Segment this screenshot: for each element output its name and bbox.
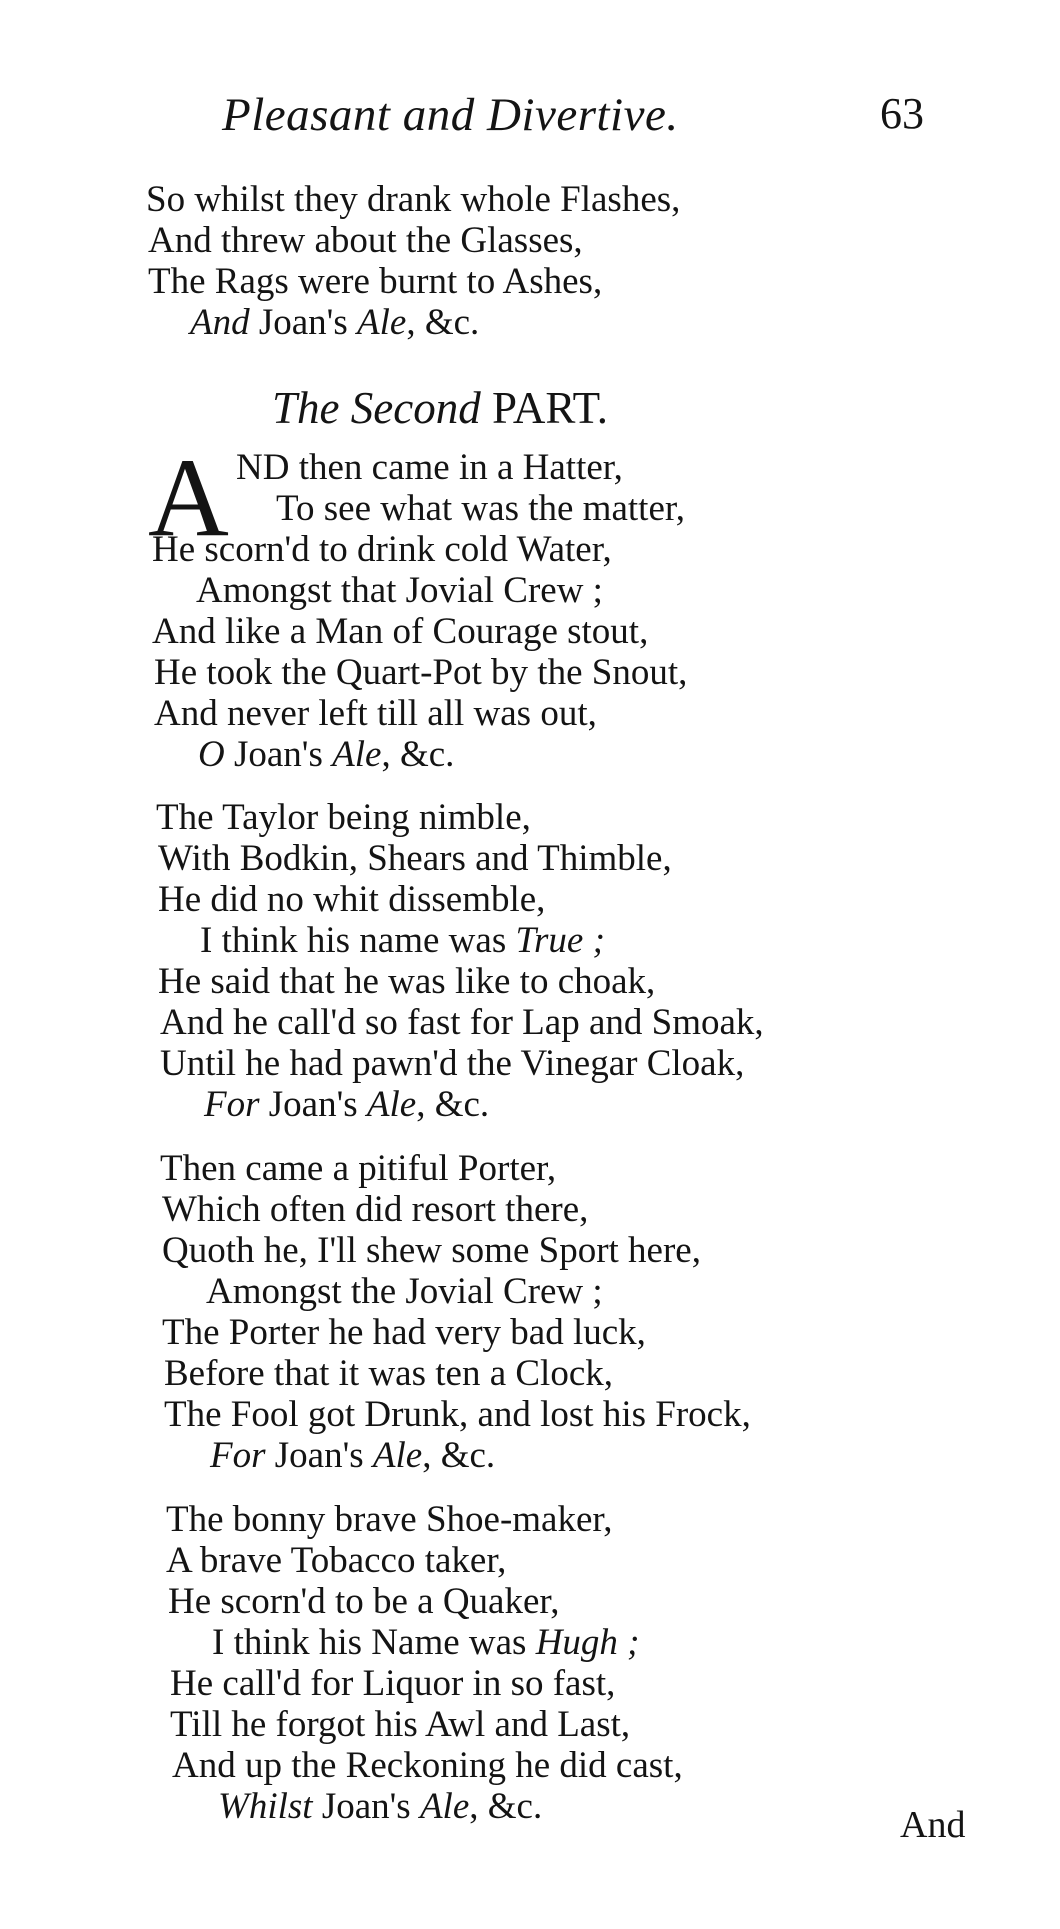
verse-line: And up the Reckoning he did cast,: [172, 1745, 683, 1786]
verse-line: The Taylor being nimble,: [156, 797, 531, 838]
verse-line: To see what was the matter,: [276, 488, 685, 529]
verse-line: A brave Tobacco taker,: [166, 1540, 507, 1581]
verse-line: ND then came in a Hatter,: [236, 447, 623, 488]
verse-line: He did no whit dissemble,: [158, 879, 546, 920]
verse-italic: Hugh ;: [535, 1622, 640, 1663]
verse-line: And never left till all was out,: [154, 693, 597, 734]
refrain-ale: Ale: [419, 1786, 470, 1827]
refrain-etc: , &c.: [422, 1435, 496, 1476]
verse-line: And threw about the Glasses,: [148, 220, 583, 261]
verse-italic: True ;: [515, 920, 605, 961]
verse-line: So whilst they drank whole Flashes,: [146, 179, 681, 220]
refrain-name: Joan's: [249, 302, 357, 343]
verse-line: [200, 921, 605, 961]
running-head: Pleasant and Divertive.: [222, 89, 679, 141]
refrain-name: Joan's: [265, 1435, 373, 1476]
verse-line: Amongst the Jovial Crew ;: [206, 1271, 603, 1312]
verse-line: Then came a pitiful Porter,: [160, 1148, 557, 1189]
refrain-etc: , &c.: [406, 302, 480, 343]
refrain-lead: For: [204, 1084, 260, 1125]
refrain-etc: , &c.: [416, 1084, 490, 1125]
part-heading-roman: PART.: [480, 383, 609, 433]
refrain-etc: , &c.: [381, 734, 455, 775]
verse-line: And like a Man of Courage stout,: [152, 611, 649, 652]
page-number: 63: [880, 89, 924, 138]
verse-line: Amongst that Jovial Crew ;: [196, 570, 603, 611]
refrain-line: [198, 735, 454, 775]
verse-line: With Bodkin, Shears and Thimble,: [158, 838, 672, 879]
refrain-ale: Ale: [332, 734, 382, 775]
verse-line: Until he had pawn'd the Vinegar Cloak,: [160, 1043, 745, 1084]
verse-line: He call'd for Liquor in so fast,: [170, 1663, 616, 1704]
verse-line: The Fool got Drunk, and lost his Frock,: [164, 1394, 751, 1435]
refrain-ale: Ale: [366, 1084, 417, 1125]
verse-line: The Porter he had very bad luck,: [162, 1312, 646, 1353]
verse-line: Before that it was ten a Clock,: [164, 1353, 614, 1394]
refrain-name: Joan's: [224, 734, 333, 775]
refrain-lead: Whilst: [218, 1786, 313, 1827]
part-heading-italic: The Second: [272, 383, 481, 433]
refrain-name: Joan's: [312, 1786, 420, 1827]
verse-line: The bonny brave Shoe-maker,: [166, 1499, 613, 1540]
refrain-name: Joan's: [259, 1084, 367, 1125]
verse-text: I think his name was: [200, 920, 516, 961]
part-heading: [272, 382, 608, 434]
verse-line: He took the Quart-Pot by the Snout,: [154, 652, 688, 693]
refrain-line: [190, 303, 479, 343]
verse-line: He scorn'd to drink cold Water,: [152, 529, 612, 570]
refrain-line: [210, 1436, 495, 1476]
verse-line: Which often did resort there,: [162, 1189, 589, 1230]
verse-line: Till he forgot his Awl and Last,: [170, 1704, 631, 1745]
drop-cap: A: [148, 436, 229, 560]
verse-line: And he call'd so fast for Lap and Smoak,: [160, 1002, 764, 1043]
refrain-lead: For: [210, 1435, 266, 1476]
verse-line: He scorn'd to be a Quaker,: [168, 1581, 560, 1622]
refrain-ale: Ale: [372, 1435, 423, 1476]
refrain-ale: Ale: [357, 302, 407, 343]
verse-line: Quoth he, I'll shew some Sport here,: [162, 1230, 701, 1271]
refrain-lead: And: [190, 302, 250, 343]
verse-text: I think his Name was: [212, 1622, 536, 1663]
verse-line: [212, 1623, 640, 1663]
refrain-etc: , &c.: [469, 1786, 543, 1827]
refrain-line: [204, 1085, 489, 1125]
verse-line: The Rags were burnt to Ashes,: [148, 261, 603, 302]
verse-line: He said that he was like to choak,: [158, 961, 656, 1002]
refrain-line: [218, 1787, 542, 1827]
refrain-lead: O: [198, 734, 225, 775]
catchword: And: [900, 1804, 966, 1846]
